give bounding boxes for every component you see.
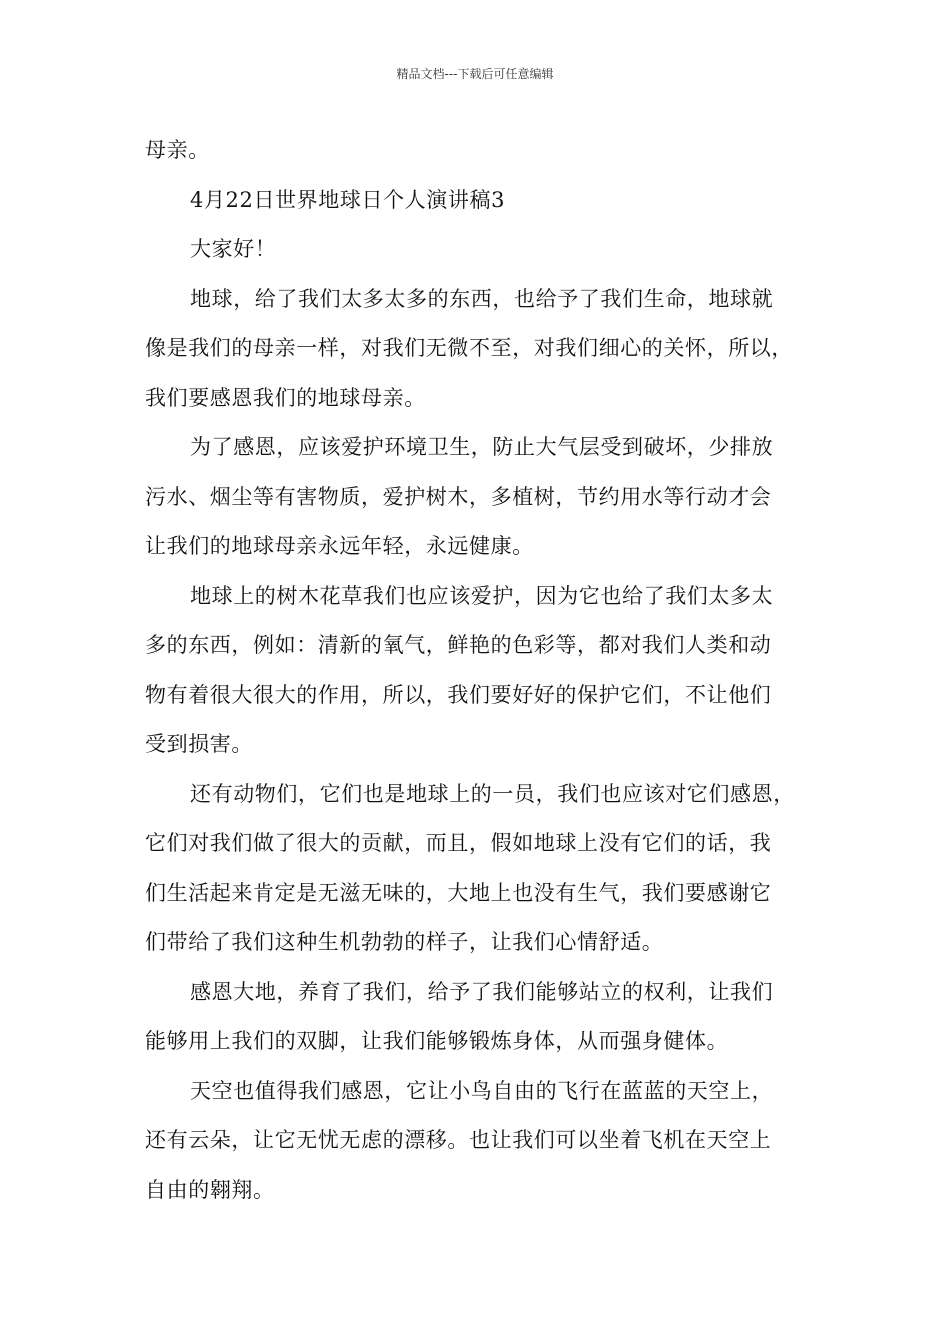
page-header: 精品文档---下载后可任意编辑 xyxy=(396,67,554,81)
text-line: 多的东西，例如：清新的氧气，鲜艳的色彩等，都对我们人类和动 xyxy=(145,633,772,657)
text-line: 感恩大地，养育了我们，给予了我们能够站立的权利，让我们 xyxy=(190,979,774,1004)
text-line: 还有动物们，它们也是地球上的一员，我们也应该对它们感恩， xyxy=(190,781,795,806)
text-line: 们带给了我们这种生机勃勃的样子，让我们心情舒适。 xyxy=(145,930,664,954)
document-body xyxy=(145,126,810,1215)
text-line: 它们对我们做了很大的贡献，而且，假如地球上没有它们的话，我 xyxy=(145,831,772,855)
text-line: 地球，给了我们太多太多的东西，也给予了我们生命，地球就 xyxy=(190,286,774,311)
text-line: 还有云朵，让它无忧无虑的漂移。也让我们可以坐着飞机在天空上 xyxy=(145,1128,772,1152)
text-line: 们生活起来肯定是无滋无味的，大地上也没有生气，我们要感谢它 xyxy=(145,880,772,905)
greeting-line: 大家好！ xyxy=(190,237,277,261)
text-line: 天空也值得我们感恩，它让小鸟自由的飞行在蓝蓝的天空上， xyxy=(190,1078,774,1103)
text-line: 物有着很大很大的作用，所以，我们要好好的保护它们，不让他们 xyxy=(145,682,772,707)
text-line: 地球上的树木花草我们也应该爱护，因为它也给了我们太多太 xyxy=(190,583,774,608)
speech-title: 4月22日世界地球日个人演讲稿3 xyxy=(190,187,506,212)
text-line: 为了感恩，应该爱护环境卫生，防止大气层受到破坏，少排放 xyxy=(190,435,774,459)
text-line: 污水、烟尘等有害物质，爱护树木，多植树，节约用水等行动才会 xyxy=(145,484,772,509)
text-line: 让我们的地球母亲永远年轻，永远健康。 xyxy=(145,534,534,558)
text-line: 像是我们的母亲一样，对我们无微不至，对我们细心的关怀，所以， xyxy=(145,336,793,360)
text-line: 自由的翱翔。 xyxy=(145,1177,275,1202)
text-line: 受到损害。 xyxy=(145,732,253,756)
text-line: 我们要感恩我们的地球母亲。 xyxy=(145,385,426,410)
text-line: 母亲。 xyxy=(145,138,210,162)
text-line: 能够用上我们的双脚，让我们能够锻炼身体，从而强身健体。 xyxy=(145,1029,729,1053)
